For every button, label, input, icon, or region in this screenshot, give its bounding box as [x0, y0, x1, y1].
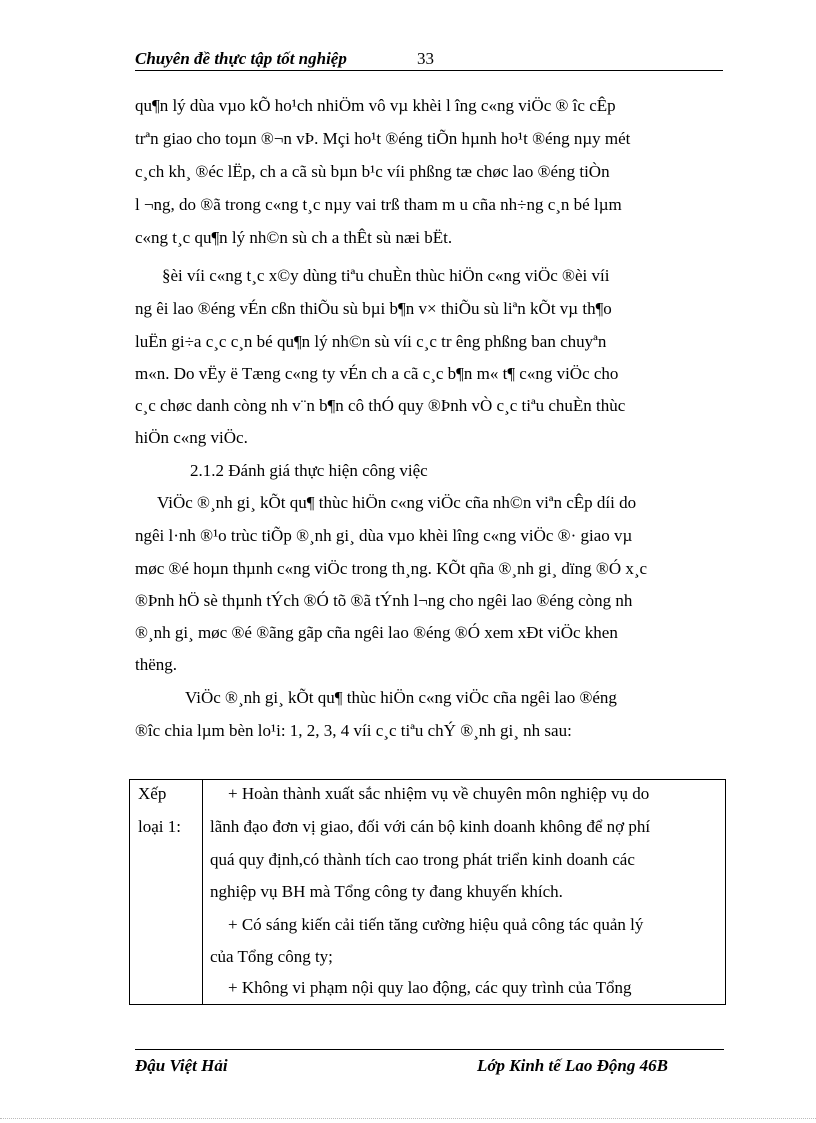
paragraph-2-line: c¸c chøc danh còng nh v¨n b¶n cô thÓ quy ®Þnh vÒ c¸c tiªu chuÈn thùc	[135, 396, 626, 415]
footer-class: Lớp Kinh tế Lao Động 46B	[477, 1056, 668, 1075]
criteria-table	[129, 779, 726, 1005]
page-header	[135, 46, 723, 71]
paragraph-3-line: ®Þnh hÖ sè thµnh tÝch ®Ó tõ ®ã tÝnh l¬ng cho ngêi lao ®éng còng nh	[135, 591, 633, 610]
page-number: 33	[417, 49, 434, 68]
criteria-line: quá quy định,có thành tích cao trong phát triển kinh doanh các	[210, 850, 635, 869]
paragraph-1-line: c«ng t¸c qu¶n lý nh©n sù ch a thÊt sù næi bËt.	[135, 228, 453, 247]
criteria-line: nghiệp vụ BH mà Tổng công ty đang khuyến khích.	[210, 882, 563, 901]
paragraph-2-line: §èi víi c«ng t¸c x©y dùng tiªu chuÈn thùc hiÖn c«ng viÖc ®èi víi	[162, 266, 610, 285]
criteria-line: của Tổng công ty;	[210, 947, 333, 966]
paragraph-4-line: ViÖc ®¸nh gi¸ kÕt qu¶ thùc hiÖn c«ng viÖc cña ngêi lao ®éng	[185, 688, 617, 707]
criteria-line: + Không vi phạm nội quy lao động, các quy trình của Tổng	[228, 978, 632, 997]
table-column-divider	[202, 780, 203, 1004]
criteria-line: + Có sáng kiến cải tiến tăng cường hiệu quả công tác quản lý	[228, 915, 644, 934]
paragraph-3-line: thëng.	[135, 655, 178, 674]
paragraph-2-line: luËn gi÷a c¸c c¸n bé qu¶n lý nh©n sù víi c¸c tr êng phßng ban chuyªn	[135, 332, 607, 351]
section-heading: 2.1.2 Đánh giá thực hiện công việc	[190, 461, 428, 480]
page-bottom-edge	[0, 1118, 816, 1119]
paragraph-1-line: c¸ch kh¸ ®éc lËp, ch a cã sù bµn b¹c víi phßng tæ chøc lao ®éng tiÒn	[135, 162, 610, 181]
footer-divider	[135, 1049, 724, 1050]
paragraph-1-line: trªn giao cho toµn ®¬n vÞ. Mçi ho¹t ®éng tiÕn hµnh ho¹t ®éng nµy mét	[135, 129, 631, 148]
paragraph-1-line: qu¶n lý dùa vµo kÕ ho¹ch nhiÖm vô vµ khèi l îng c«ng viÖc ® îc cÊp	[135, 96, 616, 115]
footer-author: Đậu Việt Hải	[135, 1056, 228, 1075]
paragraph-3-line: ®¸nh gi¸ møc ®é ®ãng gãp cña ngêi lao ®éng ®Ó xem xÐt viÖc khen	[135, 623, 618, 642]
paragraph-4-line: ®îc chia lµm bèn lo¹i: 1, 2, 3, 4 víi c¸c tiªu chÝ ®¸nh gi¸ nh sau:	[135, 721, 572, 740]
criteria-line: lãnh đạo đơn vị giao, đối với cán bộ kinh doanh không để nợ phí	[210, 817, 651, 836]
paragraph-1-line: l ¬ng, do ®ã trong c«ng t¸c nµy vai trß tham m u cña nh÷ng c¸n bé lµm	[135, 195, 622, 214]
paragraph-3-line: ViÖc ®¸nh gi¸ kÕt qu¶ thùc hiÖn c«ng viÖc cña nh©n viªn cÊp díi do	[157, 493, 637, 512]
paragraph-2-line: m«n. Do vËy ë Tæng c«ng ty vÉn ch a cã c¸c b¶n m« t¶ c«ng viÖc cho	[135, 364, 619, 383]
paragraph-3-line: møc ®é hoµn thµnh c«ng viÖc trong th¸ng. KÕt qña ®¸nh gi¸ dïng ®Ó x¸c	[135, 559, 648, 578]
paragraph-2-line: ng êi lao ®éng vÉn cßn thiÕu sù bµi b¶n v× thiÕu sù liªn kÕt vµ th¶o	[135, 299, 612, 318]
criteria-line: + Hoàn thành xuất sắc nhiệm vụ về chuyên môn nghiệp vụ do	[228, 784, 650, 803]
header-title: Chuyên đề thực tập tốt nghiệp	[135, 49, 347, 68]
paragraph-3-line: ngêi l·nh ®¹o trùc tiÕp ®¸nh gi¸ dùa vµo khèi lîng c«ng viÖc ®· giao vµ	[135, 526, 633, 545]
rank-label: loại 1:	[138, 817, 181, 836]
rank-label: Xếp	[138, 784, 167, 803]
paragraph-2-line: hiÖn c«ng viÖc.	[135, 428, 248, 447]
